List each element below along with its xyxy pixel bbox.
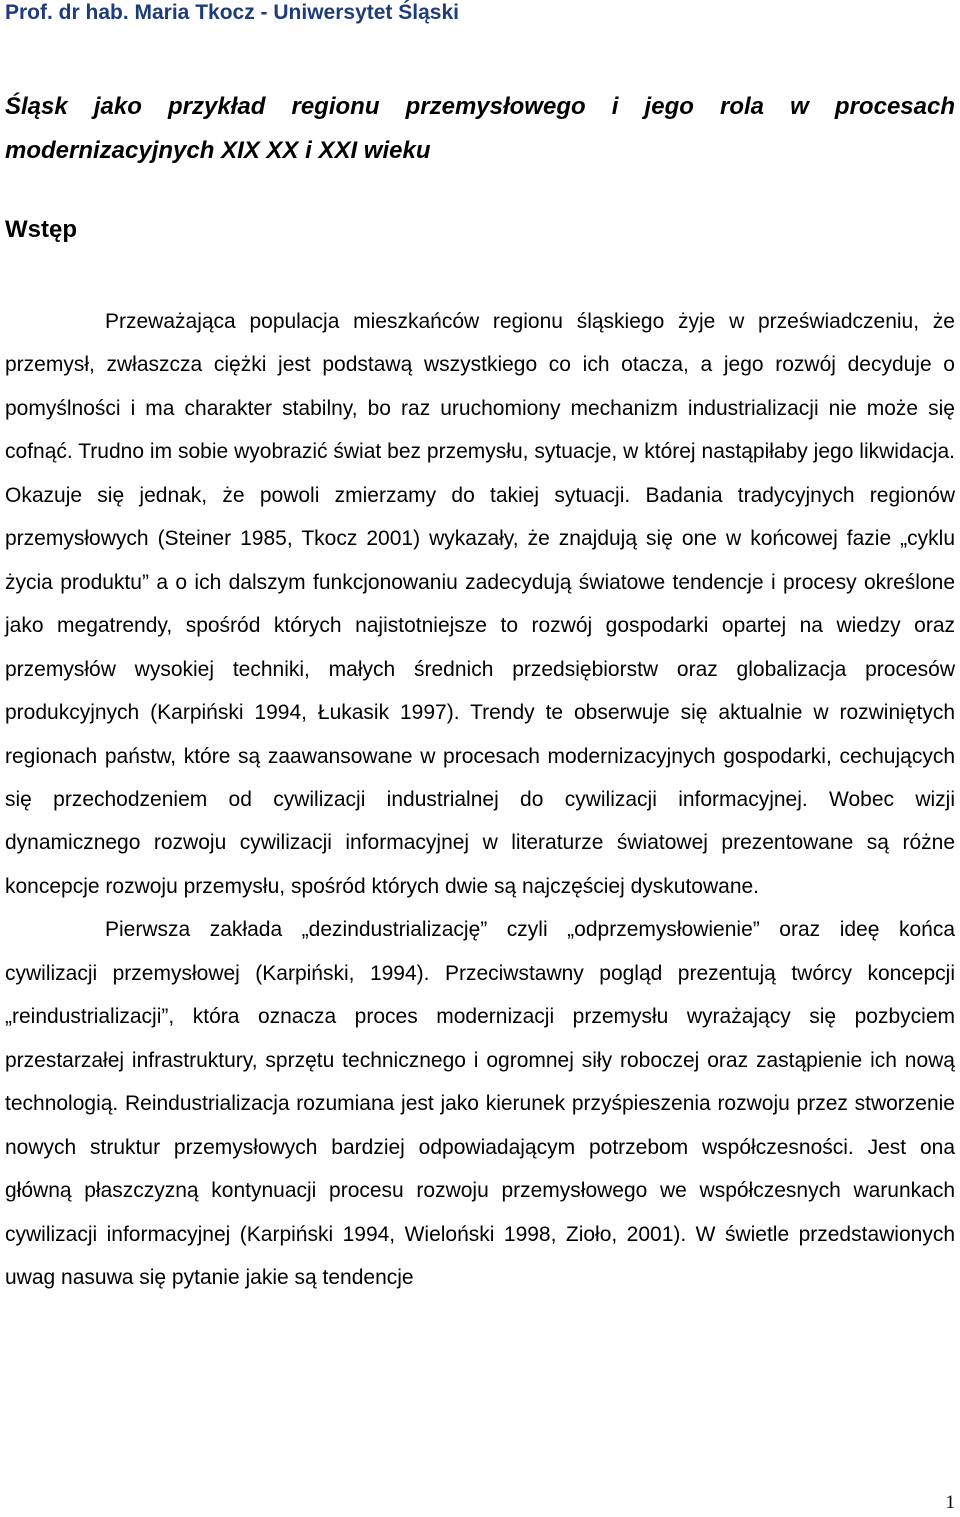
- paragraph-2: Pierwsza zakłada „dezindustrializację” czyli „odprzemysłowienie” oraz ideę końca cywilizacji przemysłowej (Karpiński, 1994). Przeciwstawny pogląd prezentują twórcy koncepcji „reindustrializacji”, która oznacza proces modernizacji przemysłu wyrażający się pozbyciem przestarzałej infrastruktury, sprzętu technicznego i ogromnej siły roboczej oraz zastąpienie ich nową technologią. Reindustrializacja rozumiana jest jako kierunek przyśpieszenia rozwoju przez stworzenie nowych struktur przemysłowych bardziej odpowiadającym potrzebom współczesności. Jest ona główną płaszczyzną kontynuacji procesu rozwoju przemysłowego we współczesnych warunkach cywilizacji informacyjnej (Karpiński 1994, Wieloński 1998, Zioło, 2001). W świetle przedstawionych uwag nasuwa się pytanie jakie są tendencje: [5, 918, 955, 1289]
- document-title: Śląsk jako przykład regionu przemysłowego i jego rola w procesach modernizacyjnych XIX XX i XXI wieku: [5, 93, 955, 164]
- paragraph-1: Przeważająca populacja mieszkańców regionu śląskiego żyje w przeświadczeniu, że przemysł, zwłaszcza ciężki jest podstawą wszystkiego co ich otacza, a jego rozwój decyduje o pomyślności i ma charakter stabilny, bo raz uruchomiony mechanizm industrializacji nie może się cofnąć. Trudno im sobie wyobrazić świat bez przemysłu, sytuacje, w której nastąpiłaby jego likwidacja. Okazuje się jednak, że powoli zmierzamy do takiej sytuacji. Badania tradycyjnych regionów przemysłowych (Steiner 1985, Tkocz 2001) wykazały, że znajdują się one w końcowej fazie „cyklu życia produktu” a o ich dalszym funkcjonowaniu zadecydują światowe tendencje i procesy określone jako megatrendy, spośród których najistotniejsze to rozwój gospodarki opartej na wiedzy oraz przemysłów wysokiej techniki, małych średnich przedsiębiorstw oraz globalizacja procesów produkcyjnych (Karpiński 1994, Łukasik 1997). Trendy te obserwuje się aktualnie w rozwiniętych regionach państw, które są zaawansowane w procesach modernizacyjnych gospodarki, cechujących się przechodzeniem od cywilizacji industrialnej do cywilizacji informacyjnej. Wobec wizji dynamicznego rozwoju cywilizacji informacyjnej w literaturze światowej prezentowane są różne koncepcje rozwoju przemysłu, spośród których dwie są najczęściej dyskutowane.: [5, 310, 955, 898]
- body-text: [5, 300, 955, 1299]
- author-line: Prof. dr hab. Maria Tkocz - Uniwersytet Śląski: [5, 1, 459, 24]
- section-heading: Wstęp: [5, 216, 77, 243]
- page-number: 1: [945, 1492, 955, 1513]
